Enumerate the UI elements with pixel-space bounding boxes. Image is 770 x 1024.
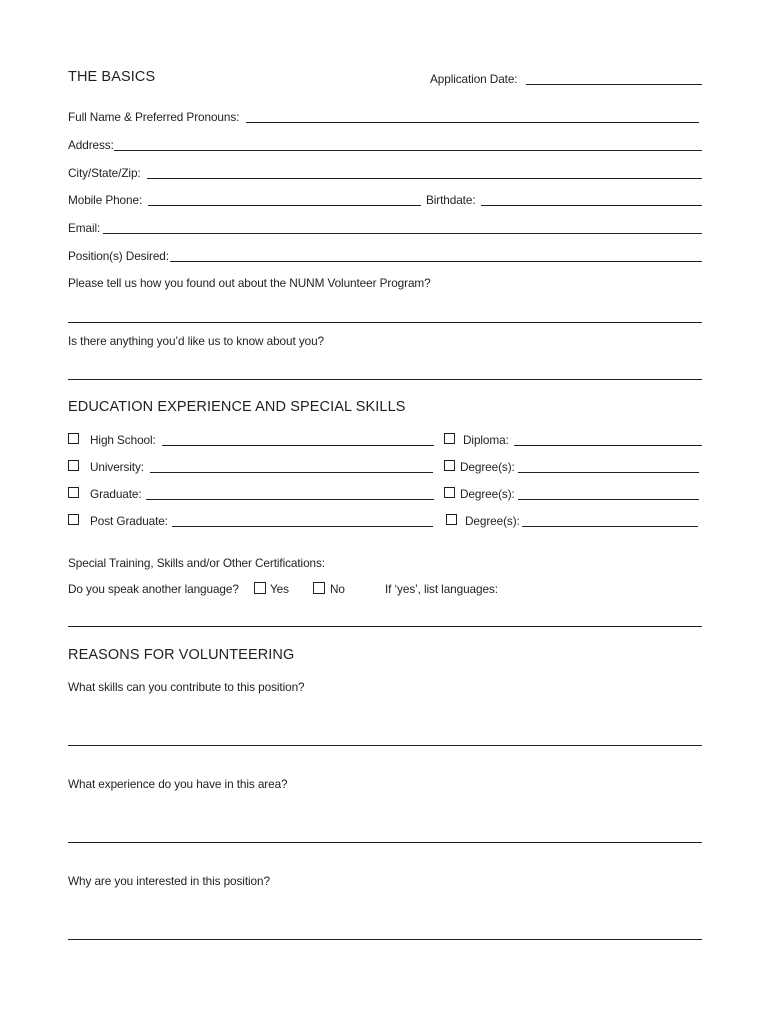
basics-heading: THE BASICS [68,69,156,85]
city-state-zip-field[interactable] [147,178,702,179]
graduate-degree-checkbox[interactable] [444,487,455,498]
full-name-field[interactable] [246,122,699,123]
experience-question: What experience do you have in this area? [68,777,288,791]
experience-answer-field[interactable] [68,842,702,843]
university-checkbox[interactable] [68,460,79,471]
post-graduate-label: Post Graduate: [90,514,168,528]
anything-answer-field[interactable] [68,379,702,380]
university-degree-label: Degree(s): [460,460,515,474]
positions-desired-label: Position(s) Desired: [68,249,169,263]
email-field[interactable] [103,233,702,234]
email-label: Email: [68,221,101,235]
birthdate-field[interactable] [481,205,702,206]
post-graduate-field[interactable] [172,526,433,527]
diploma-label: Diploma: [463,433,509,447]
high-school-checkbox[interactable] [68,433,79,444]
university-field[interactable] [150,472,433,473]
birthdate-label: Birthdate: [426,193,476,207]
anything-question: Is there anything you’d like us to know about you? [68,334,325,348]
post-graduate-checkbox[interactable] [68,514,79,525]
city-state-zip-label: City/State/Zip: [68,166,141,180]
skills-question: What skills can you contribute to this position? [68,680,305,694]
university-label: University: [90,460,144,474]
reasons-heading: REASONS FOR VOLUNTEERING [68,647,295,663]
address-label: Address: [68,138,114,152]
graduate-checkbox[interactable] [68,487,79,498]
diploma-field[interactable] [514,445,702,446]
found-out-question: Please tell us how you found out about the NUNM Volunteer Program? [68,276,431,290]
university-degree-field[interactable] [518,472,699,473]
language-no-checkbox[interactable] [313,582,325,594]
full-name-label: Full Name & Preferred Pronouns: [68,110,240,124]
language-yes-label: Yes [270,582,289,596]
graduate-label: Graduate: [90,487,142,501]
mobile-phone-field[interactable] [148,205,421,206]
language-yes-checkbox[interactable] [254,582,266,594]
language-question: Do you speak another language? [68,582,239,596]
positions-desired-field[interactable] [170,261,702,262]
mobile-phone-label: Mobile Phone: [68,193,143,207]
list-languages-label: If ‘yes’, list languages: [385,582,498,596]
high-school-label: High School: [90,433,156,447]
graduate-degree-label: Degree(s): [460,487,515,501]
application-date-field[interactable] [526,84,702,85]
post-graduate-degree-label: Degree(s): [465,514,520,528]
language-no-label: No [330,582,345,596]
interest-answer-field[interactable] [68,939,702,940]
education-heading: EDUCATION EXPERIENCE AND SPECIAL SKILLS [68,399,406,415]
application-date-label: Application Date: [430,72,518,86]
graduate-degree-field[interactable] [518,499,699,500]
post-graduate-degree-checkbox[interactable] [446,514,457,525]
diploma-checkbox[interactable] [444,433,455,444]
special-training-label: Special Training, Skills and/or Other Certifications: [68,556,325,570]
post-graduate-degree-field[interactable] [522,526,698,527]
university-degree-checkbox[interactable] [444,460,455,471]
high-school-field[interactable] [162,445,434,446]
languages-field[interactable] [68,626,702,627]
found-out-answer-field[interactable] [68,322,702,323]
interest-question: Why are you interested in this position? [68,874,270,888]
graduate-field[interactable] [146,499,434,500]
skills-answer-field[interactable] [68,745,702,746]
address-field[interactable] [114,150,702,151]
